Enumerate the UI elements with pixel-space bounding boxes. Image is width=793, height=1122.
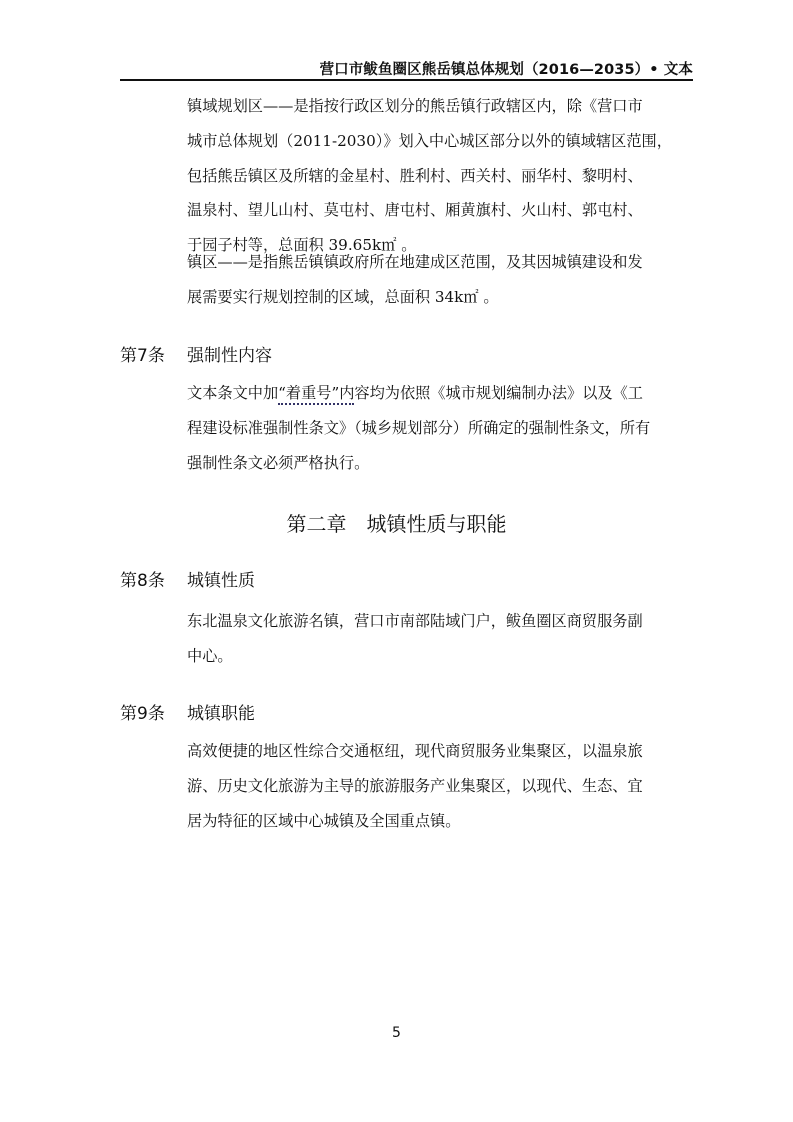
text-line: 高效便捷的地区性综合交通枢纽，现代商贸服务业集聚区，以温泉旅 <box>187 742 643 760</box>
running-header: 营口市鲅鱼圈区熊岳镇总体规划（2016—2035）• 文本 <box>319 62 693 78</box>
article-title: 城镇职能 <box>187 704 255 724</box>
paragraph-town-functions <box>187 734 687 838</box>
text-segment: 容均为依照《城市规划编制办法》以及《工 <box>354 384 643 402</box>
paragraph-town-planning-area <box>187 89 687 263</box>
text-line <box>187 376 687 411</box>
text-line: 镇域规划区——是指按行政区划分的熊岳镇行政辖区内，除《营口市 <box>187 97 643 115</box>
text-line: 镇区——是指熊岳镇镇政府所在地建成区范围，及其因城镇建设和发 <box>187 253 643 271</box>
text-line: 居为特征的区域中心城镇及全国重点镇。 <box>187 811 461 830</box>
article-7-heading <box>120 344 272 368</box>
text-line: 包括熊岳镇区及所辖的金星村、胜利村、西关村、丽华村、黎明村、 <box>187 166 643 185</box>
article-title: 强制性内容 <box>187 346 272 366</box>
article-number: 第7条 <box>120 346 165 366</box>
header-rule <box>120 79 693 81</box>
text-line: 展需要实行规划控制的区域，总面积 34k㎡ 。 <box>187 287 499 306</box>
text-line: 中心。 <box>187 646 233 665</box>
page-number: 5 <box>392 1025 401 1041</box>
paragraph-town-nature <box>187 604 687 674</box>
text-line: 程建设标准强制性条文》（城乡规划部分）所确定的强制性条文，所有 <box>187 418 651 437</box>
article-9-heading <box>120 702 255 726</box>
text-line: 游、历史文化旅游为主导的旅游服务产业集聚区，以现代、生态、宜 <box>187 776 643 795</box>
text-line: 城市总体规划（2011-2030）》划入中心城区部分以外的镇域辖区范围， <box>187 131 672 150</box>
paragraph-town-area <box>187 245 687 315</box>
text-line: 温泉村、望儿山村、莫屯村、唐屯村、厢黄旗村、火山村、郭屯村、 <box>187 201 643 220</box>
article-number: 第8条 <box>120 571 165 591</box>
chapter-heading <box>0 508 793 537</box>
chapter-title: 城镇性质与职能 <box>366 512 507 536</box>
text-segment: 文本条文中加 <box>187 384 279 402</box>
paragraph-mandatory-content <box>187 376 687 480</box>
text-line: 东北温泉文化旅游名镇，营口市南部陆域门户，鲅鱼圈区商贸服务副 <box>187 612 643 630</box>
chapter-number: 第二章 <box>286 512 347 536</box>
article-title: 城镇性质 <box>187 571 255 591</box>
text-line: 于园子村等，总面积 39.65k㎡ 。 <box>187 236 417 255</box>
article-number: 第9条 <box>120 704 165 724</box>
text-line: 强制性条文必须严格执行。 <box>187 453 370 472</box>
article-8-heading <box>120 569 255 593</box>
emphasis-mark-text: “着重号”内 <box>278 384 354 405</box>
